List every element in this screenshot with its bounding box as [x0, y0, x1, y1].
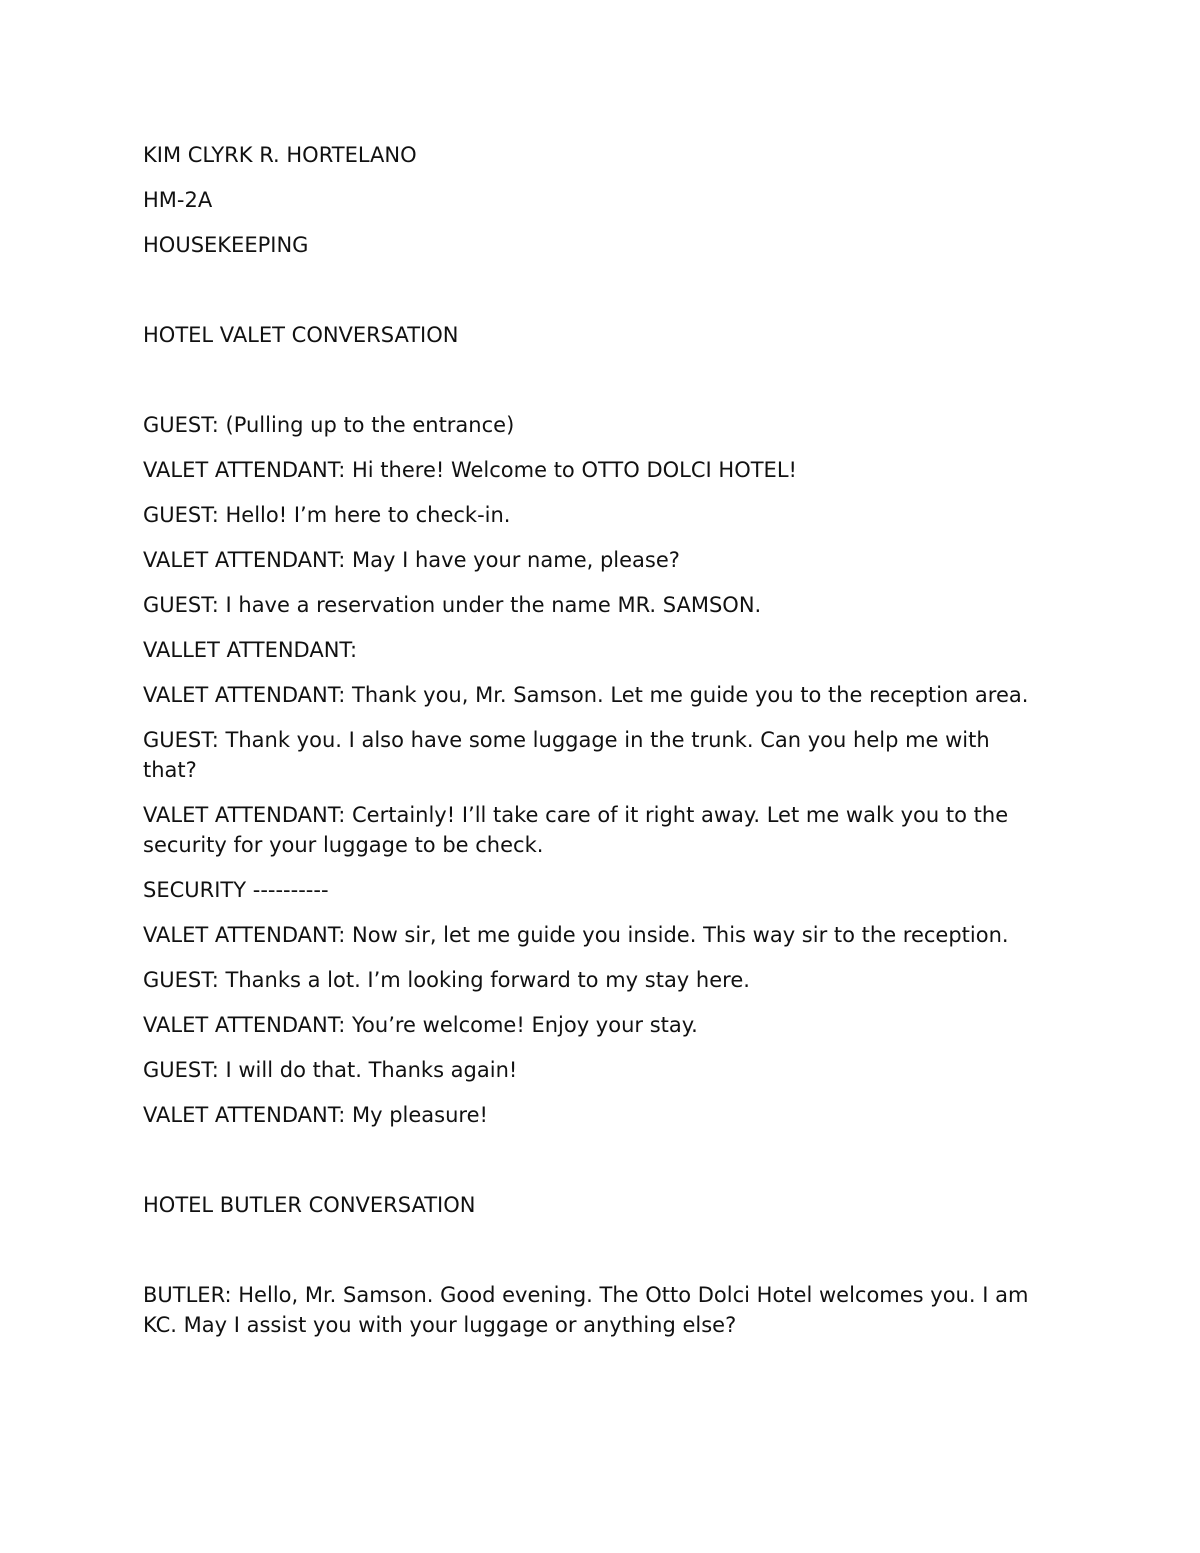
dialogue-line: GUEST: I have a reservation under the name MR. SAMSON. [143, 593, 762, 617]
dialogue-line: VALET ATTENDANT: My pleasure! [143, 1103, 488, 1127]
dialogue-line: VALLET ATTENDANT: [143, 638, 358, 662]
dialogue-line: VALET ATTENDANT: Thank you, Mr. Samson. Let me guide you to the reception area. [143, 683, 1029, 707]
subject-title: HOUSEKEEPING [143, 233, 309, 257]
dialogue-line: GUEST: (Pulling up to the entrance) [143, 413, 515, 437]
dialogue-line: GUEST: Thank you. I also have some luggage in the trunk. Can you help me with that? [143, 728, 990, 782]
dialogue-line: GUEST: I will do that. Thanks again! [143, 1058, 518, 1082]
document-page [143, 140, 1048, 1355]
butler-section-title: HOTEL BUTLER CONVERSATION [143, 1193, 476, 1217]
dialogue-line: VALET ATTENDANT: Now sir, let me guide you inside. This way sir to the reception. [143, 923, 1009, 947]
student-name: KIM CLYRK R. HORTELANO [143, 143, 417, 167]
dialogue-line: GUEST: Hello! I’m here to check-in. [143, 503, 511, 527]
dialogue-line: VALET ATTENDANT: May I have your name, please? [143, 548, 680, 572]
valet-section-title: HOTEL VALET CONVERSATION [143, 323, 459, 347]
student-section: HM-2A [143, 188, 213, 212]
dialogue-line: GUEST: Thanks a lot. I’m looking forward to my stay here. [143, 968, 750, 992]
dialogue-line: VALET ATTENDANT: You’re welcome! Enjoy your stay. [143, 1013, 698, 1037]
dialogue-line: BUTLER: Hello, Mr. Samson. Good evening. The Otto Dolci Hotel welcomes you. I am KC. May I assist you with your luggage or anything else? [143, 1283, 1029, 1337]
dialogue-line: SECURITY ---------- [143, 878, 329, 902]
dialogue-line: VALET ATTENDANT: Hi there! Welcome to OTTO DOLCI HOTEL! [143, 458, 797, 482]
dialogue-line: VALET ATTENDANT: Certainly! I’ll take care of it right away. Let me walk you to the security for your luggage to be check. [143, 803, 1009, 857]
